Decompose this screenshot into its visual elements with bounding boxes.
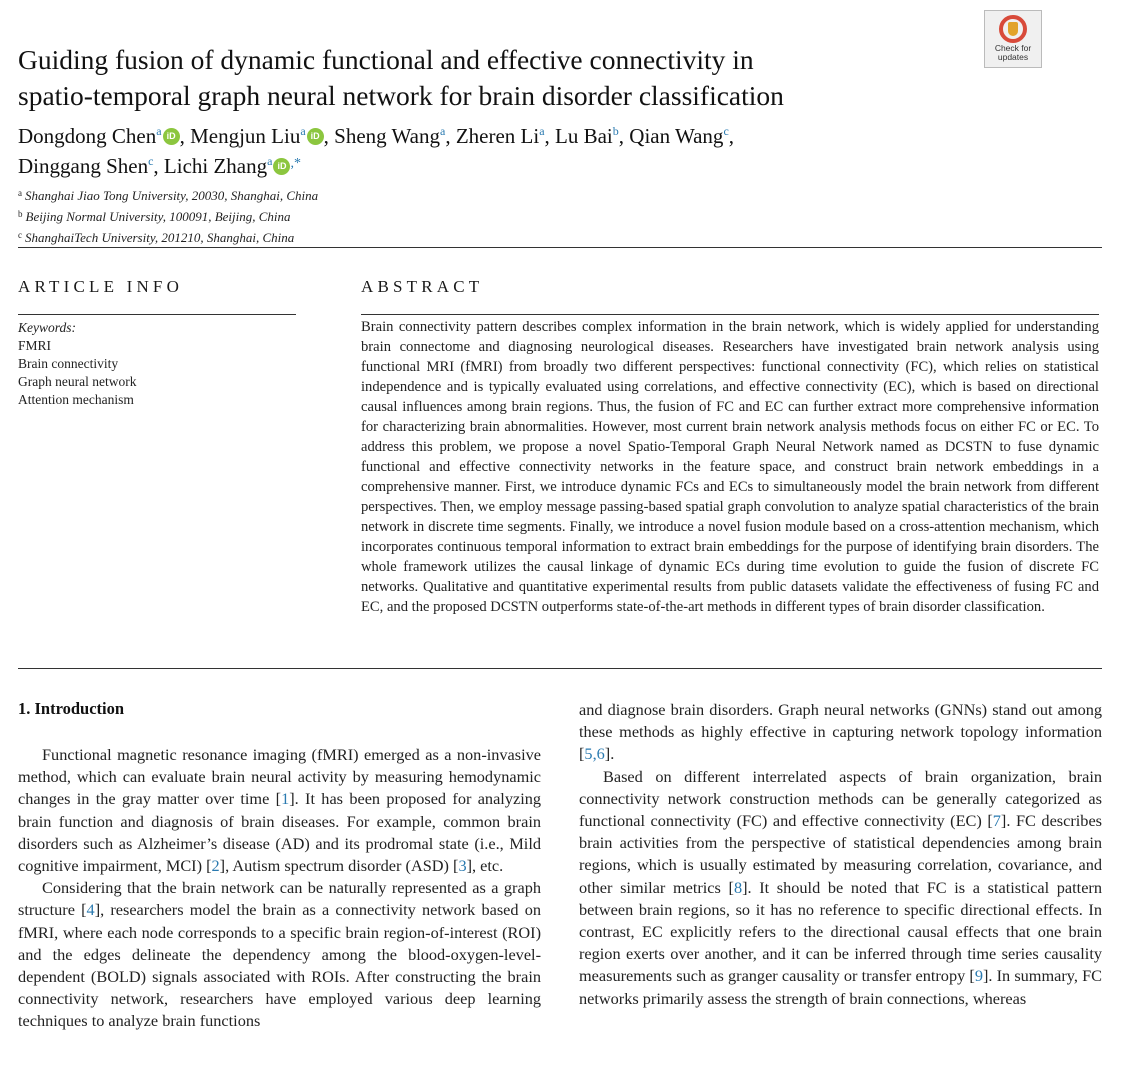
section-heading-introduction: 1. Introduction: [18, 699, 125, 718]
paragraph: Considering that the brain network can be naturally represented as a graph structure [4], researchers model the brain as a connectivity network based on fMRI, where each node corresponds to a specific brain region-of-interest (ROI) and the edges delineate the dependency among the blood-oxygen-level-dependent (BOLD) signals associated with ROIs. After constructing the brain connectivity network, researchers have employed various deep learning techniques to analyze brain functions: [18, 878, 541, 1031]
check-for-updates-badge[interactable]: [984, 10, 1042, 68]
paragraph: Functional magnetic resonance imaging (fMRI) emerged as a non-invasive method, which can evaluate brain neural activity by measuring hemodynamic changes in the gray matter over time [1]. It has been proposed for analyzing brain function and diagnosis of brain diseases. For example, common brain disorders such as Alzheimer’s disease (AD) and its prodromal state (i.e., Mild cognitive impairment, MCI) [2], Autism spectrum disorder (ASD) [3], etc.: [18, 745, 541, 876]
abstract-text: Brain connectivity pattern describes complex information in the brain network, which is widely applied for understanding brain connectome and diagnosing neurological diseases. Researchers have investigated brain network analysis using functional MRI (fMRI) from broadly two different perspectives: functional connectivity (FC), which relies on statistical independence and is typically evaluated using correlations, and effective connectivity (EC), which is based on directional causal influences among brain regions. Thus, the fusion of FC and EC can further extract more comprehensive information for characterizing brain abnormalities. However, most current brain network analysis methods focus on either FC or EC. To address this problem, we propose a novel Spatio-Temporal Graph Neural Network named as DCSTN to fuse dynamic functional and effective connectivity networks in the feature space, and construct brain network embeddings in a comprehensive manner. First, we introduce dynamic FCs and ECs to simultaneously model the brain network from different perspectives. Then, we employ message passing-based spatial graph convolution to analyze spatial characteristics of the brain network in discrete time segments. Finally, we introduce a novel fusion module based on a cross-attention mechanism, which incorporates continuous temporal information to extract brain embeddings for the purpose of identifying brain disorders. The whole framework utilizes the causal linkage of dynamic ECs during time evolution to guide the fusion of discrete FC networks. Qualitative and quantitative experimental results from public datasets validate the effectiveness of fusing FC and EC, and the proposed DCSTN outperforms state-of-the-art methods in different types of brain disorder classification.: [361, 319, 1099, 615]
author-name[interactable]: Dinggang Shen: [18, 154, 149, 178]
body-column-left: [18, 744, 541, 1033]
author-name[interactable]: Qian Wang: [629, 124, 724, 148]
separator: ,: [618, 124, 630, 148]
keyword[interactable]: Graph neural network: [18, 374, 137, 389]
affiliation-mark[interactable]: c: [148, 154, 154, 168]
affiliation-mark[interactable]: a: [156, 124, 162, 138]
article-info-divider: [18, 314, 296, 315]
separator: ,: [153, 154, 164, 178]
affiliation-mark[interactable]: a: [440, 124, 446, 138]
abstract-bottom-divider: [18, 668, 1102, 669]
separator: ,: [323, 124, 335, 148]
author-name[interactable]: Lichi Zhang: [163, 154, 268, 178]
author-line-2: [18, 150, 1018, 180]
affiliation-mark[interactable]: c: [723, 124, 729, 138]
crossmark-icon: [999, 15, 1027, 43]
keywords-label: Keywords:: [18, 320, 76, 335]
author-name[interactable]: Dongdong Chen: [18, 124, 157, 148]
author-line-1: [18, 122, 1018, 150]
author-name[interactable]: Mengjun Liu: [190, 124, 301, 148]
header-divider: [18, 247, 1102, 248]
citation-link[interactable]: 3: [458, 856, 467, 876]
citation-link[interactable]: 8: [733, 877, 743, 897]
paper-title: [18, 42, 958, 114]
keyword[interactable]: Attention mechanism: [18, 392, 134, 407]
author-name[interactable]: Zheren Li: [455, 124, 540, 148]
separator: ,: [179, 124, 191, 148]
affiliation-mark[interactable]: a: [267, 154, 273, 168]
body-column-right: [579, 699, 1102, 1010]
separator: ,: [445, 124, 456, 148]
separator: ,: [728, 124, 735, 148]
citation-link[interactable]: 1: [281, 789, 290, 809]
affiliation-mark[interactable]: a: [539, 124, 545, 138]
citation-link[interactable]: 4: [86, 900, 95, 920]
citation-link[interactable]: 5,6: [584, 744, 605, 764]
affiliation-mark[interactable]: a: [300, 124, 306, 138]
paragraph: and diagnose brain disorders. Graph neural networks (GNNs) stand out among these methods as highly effective in capturing network topology information [5,6].: [579, 700, 1102, 764]
affiliation-b: $^b$ Beijing Normal University, 100091, Beijing, China: [18, 209, 291, 224]
affiliation-c: $^c$ ShanghaiTech University, 201210, Shanghai, China: [18, 230, 295, 245]
keywords-block: [18, 319, 136, 409]
author-name[interactable]: Lu Bai: [555, 124, 613, 148]
citation-link[interactable]: 2: [211, 856, 220, 876]
separator: ,: [544, 124, 556, 148]
author-name[interactable]: Sheng Wang: [334, 124, 440, 148]
affiliation-mark[interactable]: b: [612, 124, 619, 138]
citation-link[interactable]: 7: [992, 811, 1001, 831]
orcid-icon[interactable]: iD: [273, 158, 290, 175]
badge-text: Check for updates: [994, 43, 1032, 62]
author-list: [18, 122, 1018, 180]
orcid-icon[interactable]: iD: [307, 128, 324, 145]
title-line-1: Guiding fusion of dynamic functional and effective connectivity in: [18, 44, 754, 75]
paragraph: Based on different interrelated aspects of brain organization, brain connectivity network construction methods can be generally categorized as functional connectivity (FC) and effective connectivity (EC) [7]. FC describes brain activities from the perspective of statistical dependencies among brain regions, which is usually estimated by measuring correlation, covariance, and other similar metrics [8]. It should be noted that FC is a statistical pattern between brain regions, so it has no reference to specific directional effects. In contrast, EC explicitly refers to the directional causal effects that one brain region exerts over another, and it can be inferred through time series causality measurements such as granger causality or transfer entropy [9]. In summary, FC networks primarily assess the strength of brain connections, whereas: [579, 766, 1103, 1008]
comma: ,: [290, 156, 294, 171]
title-line-2: spatio-temporal graph neural network for brain disorder classification: [18, 80, 784, 111]
citation-link[interactable]: 9: [974, 966, 983, 986]
article-info-heading: ARTICLE INFO: [18, 277, 184, 296]
keyword[interactable]: Brain connectivity: [18, 356, 119, 371]
keyword[interactable]: FMRI: [18, 338, 52, 353]
affiliations: [18, 184, 318, 247]
abstract-divider: [361, 314, 1099, 315]
orcid-icon[interactable]: iD: [163, 128, 180, 145]
corresponding-author-icon[interactable]: *: [293, 156, 301, 171]
abstract-heading: ABSTRACT: [361, 277, 484, 296]
affiliation-a: $^a$ Shanghai Jiao Tong University, 20030, Shanghai, China: [18, 188, 319, 203]
